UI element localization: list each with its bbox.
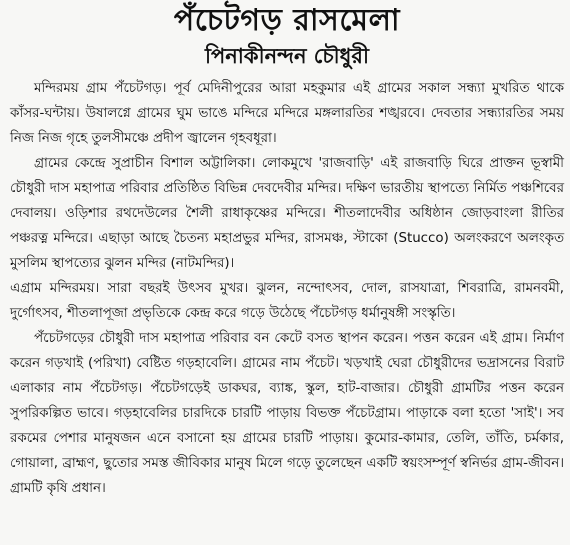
paragraph: মন্দিরময় গ্রাম পঁচেটগড়। পূর্ব মেদিনীপুরের আরা মহকুমার এই গ্রামের সকাল সন্ধ্যা মুখরিত থাকে কাঁসর-ঘন্টায়। উষালগ্নে গ্রামের ঘুম ভাঙে মন্দিরে মন্দিরে মঙ্গলারতির শঙ্খরবে। দেবতার সন্ধ্যারতির সময় নিজ নিজ গৃহে তুলসীমঞ্চে প্রদীপ জ্বালেন গৃহবধূরা। (10, 81, 564, 146)
paragraph: এগ্রাম মন্দিরময়। সারা বছরই উৎসব মুখর। ঝুলন, নন্দোৎসব, দোল, রাসযাত্রা, শিবরাত্রি, রামনবমী, দুর্গোৎসব, শীতলাপূজা প্রভৃতিকে কেন্দ্র করে গড়ে উঠেছে পঁচেটগড় ধর্মানুষঙ্গী সংস্কৃতি। (10, 281, 564, 321)
article-title: পঁচেটগড় রাসমেলা (173, 3, 401, 38)
paragraph: পঁচেটগড়ের চৌধুরী দাস মহাপাত্র পরিবার বন কেটে বসত স্থাপন করেন। পত্তন করেন এই গ্রাম। নির্মাণ করেন গড়খাই (পরিখা) বেষ্টিত গড়হাবেলি। গ্রামের নাম পঁচেট। খড়খাই ঘেরা চৌধুরীদের ভদ্রাসনের বিরাট এলাকার নাম পঁচেটগড়। পঁচেটগড়েই ডাকঘর, ব্যাঙ্ক, স্কুল, হাট-বাজার। চৌধুরী গ্রামটির পত্তন করেন সুপরিকল্পিত ভাবে। গড়হাবেলির চারদিকে চারটি পাড়ায় বিভক্ত পঁচেটগ্রাম। পাড়াকে বলা হতো 'সাই'। সব রকমের পেশার মানুষজন এনে বসানো হয় গ্রামের চারটি পাড়ায়। কুমোর-কামার, তেলি, তাঁতি, চর্মকার, গোয়ালা, ব্রাহ্মণ, ছুতোর সমস্ত জীবিকার মানুষ মিলে গড়ে তুলেছেন একটি স্বয়ংসম্পূর্ণ স্বনির্ভর গ্রাম-জীবন। গ্রামটি কৃষি প্রধান। (10, 331, 564, 496)
paragraph: গ্রামের কেন্দ্রে সুপ্রাচীন বিশাল অট্টালিকা। লোকমুখে 'রাজবাড়ি' এই রাজবাড়ি ঘিরে প্রাক্তন ভূস্বামী চৌধুরী দাস মহাপাত্র পরিবার প্রতিষ্ঠিত বিভিন্ন দেবদেবীর মন্দির। দক্ষিণ ভারতীয় স্থাপত্যে নির্মিত পঞ্চশিবের দেবালয়। ওড়িশার রথদেউলের শৈলী রাধাকৃষ্ণের মন্দিরে। শীতলাদেবীর অধিষ্ঠান জোড়বাংলা রীতির পঞ্চরত্ন মন্দিরে। এছাড়া আছে চৈতন্য মহাপ্রভুর মন্দির, রাসমঞ্চ, স্টাকো (Stucco) অলংকরণে অলংকৃত মুসলিম স্থাপত্যের ঝুলন মন্দির (নাটমন্দির)। (10, 156, 564, 271)
article-body (10, 76, 564, 501)
author-byline: পিনাকীনন্দন চৌধুরী (204, 44, 369, 68)
